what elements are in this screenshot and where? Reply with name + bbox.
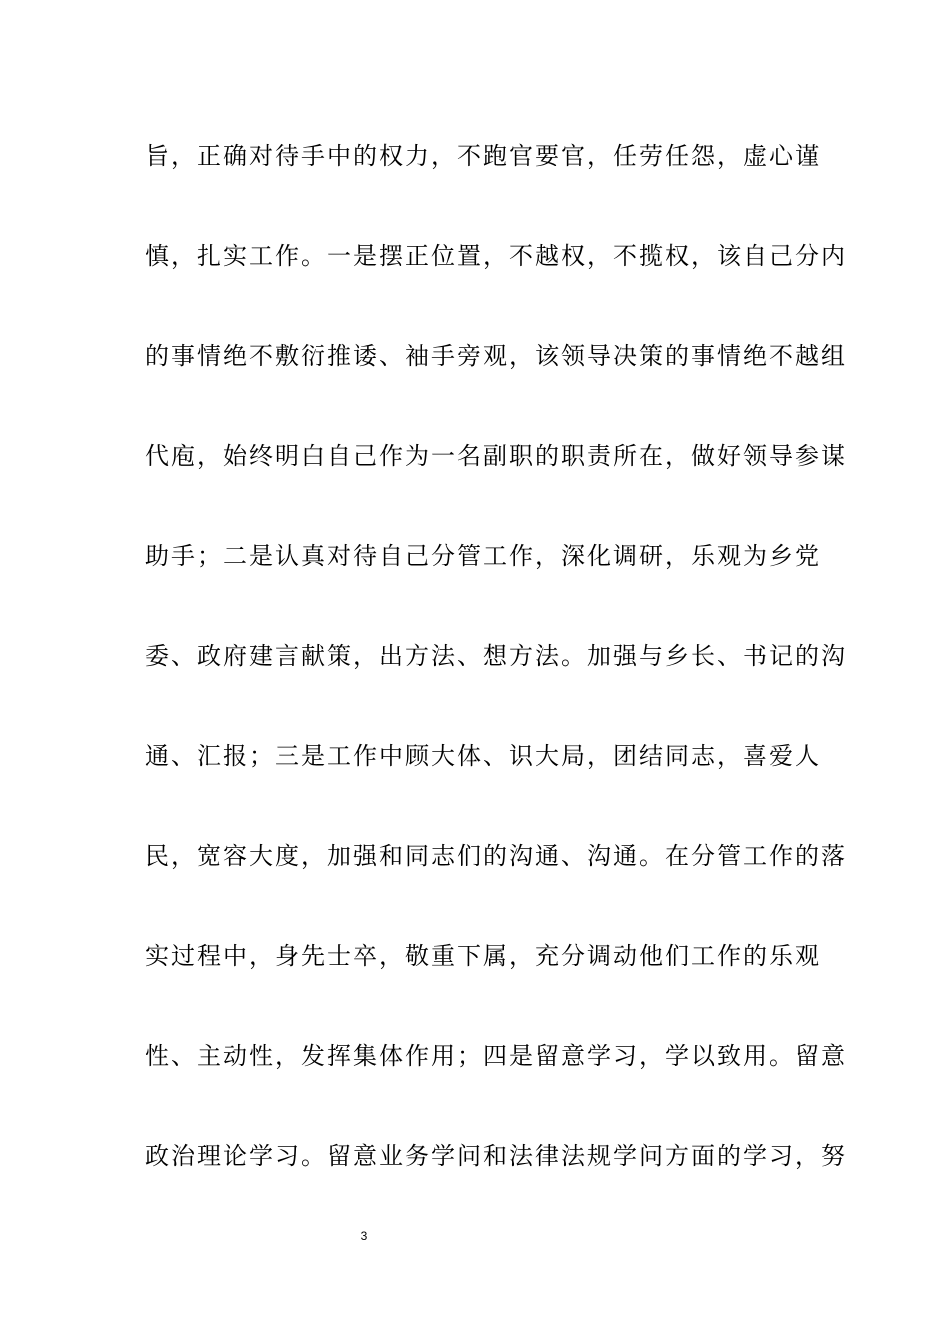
text-line: 的事情绝不敷衍推诿、袖手旁观，该领导决策的事情绝不越组 [145, 342, 847, 370]
text-line: 代庖，始终明白自己作为一名副职的职责所在，做好领导参谋 [145, 442, 847, 470]
text-line: 慎，扎实工作。一是摆正位置，不越权，不揽权，该自己分内 [145, 242, 847, 270]
text-line: 实过程中，身先士卒，敬重下属，充分调动他们工作的乐观 [145, 942, 821, 970]
text-line: 政治理论学习。留意业务学问和法律法规学问方面的学习，努 [145, 1142, 847, 1170]
text-line: 助手；二是认真对待自己分管工作，深化调研，乐观为乡党 [145, 542, 821, 570]
text-line: 性、主动性，发挥集体作用；四是留意学习，学以致用。留意 [145, 1042, 847, 1070]
page-number: 3 [360, 1229, 368, 1243]
text-line: 委、政府建言献策，出方法、想方法。加强与乡长、书记的沟 [145, 642, 847, 670]
text-line: 旨，正确对待手中的权力，不跑官要官，任劳任怨，虚心谨 [145, 142, 821, 170]
body-text [145, 128, 847, 1228]
text-line: 民，宽容大度，加强和同志们的沟通、沟通。在分管工作的落 [145, 842, 847, 870]
text-line: 通、汇报；三是工作中顾大体、识大局，团结同志，喜爱人 [145, 742, 821, 770]
